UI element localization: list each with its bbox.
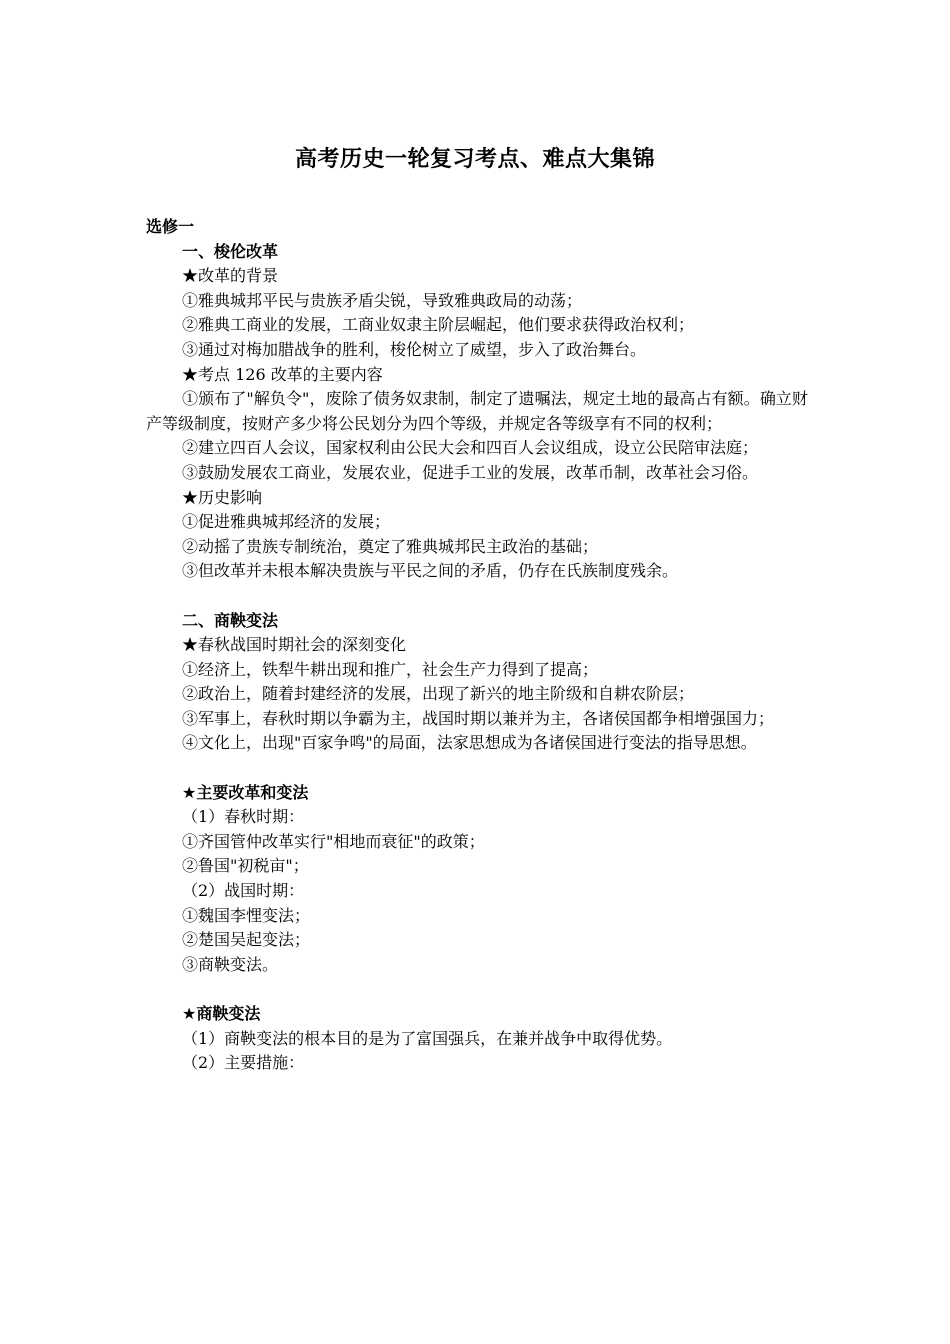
background-item: ①雅典城邦平民与贵族矛盾尖锐，导致雅典政局的动荡；: [182, 290, 583, 310]
document-body: [146, 215, 808, 1076]
subheading-impact: ★历史影响: [182, 487, 263, 507]
change-item: ④文化上，出现"百家争鸣"的局面，法家思想成为各诸侯国进行变法的指导思想。: [182, 733, 757, 753]
reform-item: ③商鞅变法。: [182, 954, 279, 974]
reform-item: ②鲁国"初税亩"；: [182, 856, 309, 876]
section-label: 选修一: [146, 217, 195, 236]
subheading-background: ★改革的背景: [182, 266, 279, 286]
background-item: ②雅典工商业的发展，工商业奴隶主阶层崛起，他们要求获得政治权利；: [182, 315, 695, 335]
subheading-social-changes: ★春秋战国时期社会的深刻变化: [182, 635, 407, 655]
reform-item: ②楚国吴起变法；: [182, 930, 311, 950]
impact-item: ③但改革并未根本解决贵族与平民之间的矛盾，仍存在氏族制度残余。: [182, 561, 679, 581]
impact-item: ②动摇了贵族专制统治，奠定了雅典城邦民主政治的基础；: [182, 536, 599, 556]
content-item: ③鼓励发展农工商业，发展农业，促进手工业的发展，改革币制，改革社会习俗。: [182, 462, 759, 482]
shang-item: （2）主要措施：: [182, 1053, 305, 1073]
subheading-main-reforms: ★主要改革和变法: [182, 782, 309, 802]
change-item: ③军事上，春秋时期以争霸为主，战国时期以兼并为主，各诸侯国都争相增强国力；: [182, 708, 775, 728]
page-title: 高考历史一轮复习考点、难点大集锦: [294, 147, 655, 172]
content-item: ②建立四百人会议，国家权利由公民大会和四百人会议组成，设立公民陪审法庭；: [182, 438, 759, 458]
impact-item: ①促进雅典城邦经济的发展；: [182, 512, 391, 532]
reform-item: ①魏国李悝变法；: [182, 905, 311, 925]
change-item: ①经济上，铁犁牛耕出现和推广，社会生产力得到了提高；: [182, 659, 599, 679]
change-item: ②政治上，随着封建经济的发展，出现了新兴的地主阶级和自耕农阶层；: [182, 684, 695, 704]
content-item: ①颁布了"解负令"，废除了债务奴隶制，制定了遗嘱法，规定土地的最高占有额。确立财产等级制度，按财产多少将公民划分为四个等级，并规定各等级享有不同的权利；: [146, 389, 808, 433]
reform-item: （2）战国时期：: [182, 881, 305, 901]
shang-item: （1）商鞅变法的根本目的是为了富国强兵，在兼并战争中取得优势。: [182, 1028, 673, 1048]
spacer: [146, 977, 808, 1002]
spacer: [146, 584, 808, 609]
subheading-shang-yang: ★商鞅变法: [182, 1004, 261, 1023]
reform-item: ①齐国管仲改革实行"相地而衰征"的政策；: [182, 831, 485, 851]
heading-shang-yang-reform: 二、商鞅变法: [182, 610, 279, 630]
heading-solon-reform: 一、梭伦改革: [182, 241, 279, 261]
reform-item: （1）春秋时期：: [182, 807, 305, 827]
spacer: [146, 756, 808, 781]
background-item: ③通过对梅加腊战争的胜利，梭伦树立了威望，步入了政治舞台。: [182, 339, 647, 359]
subheading-main-content: ★考点 126 改革的主要内容: [182, 364, 383, 384]
